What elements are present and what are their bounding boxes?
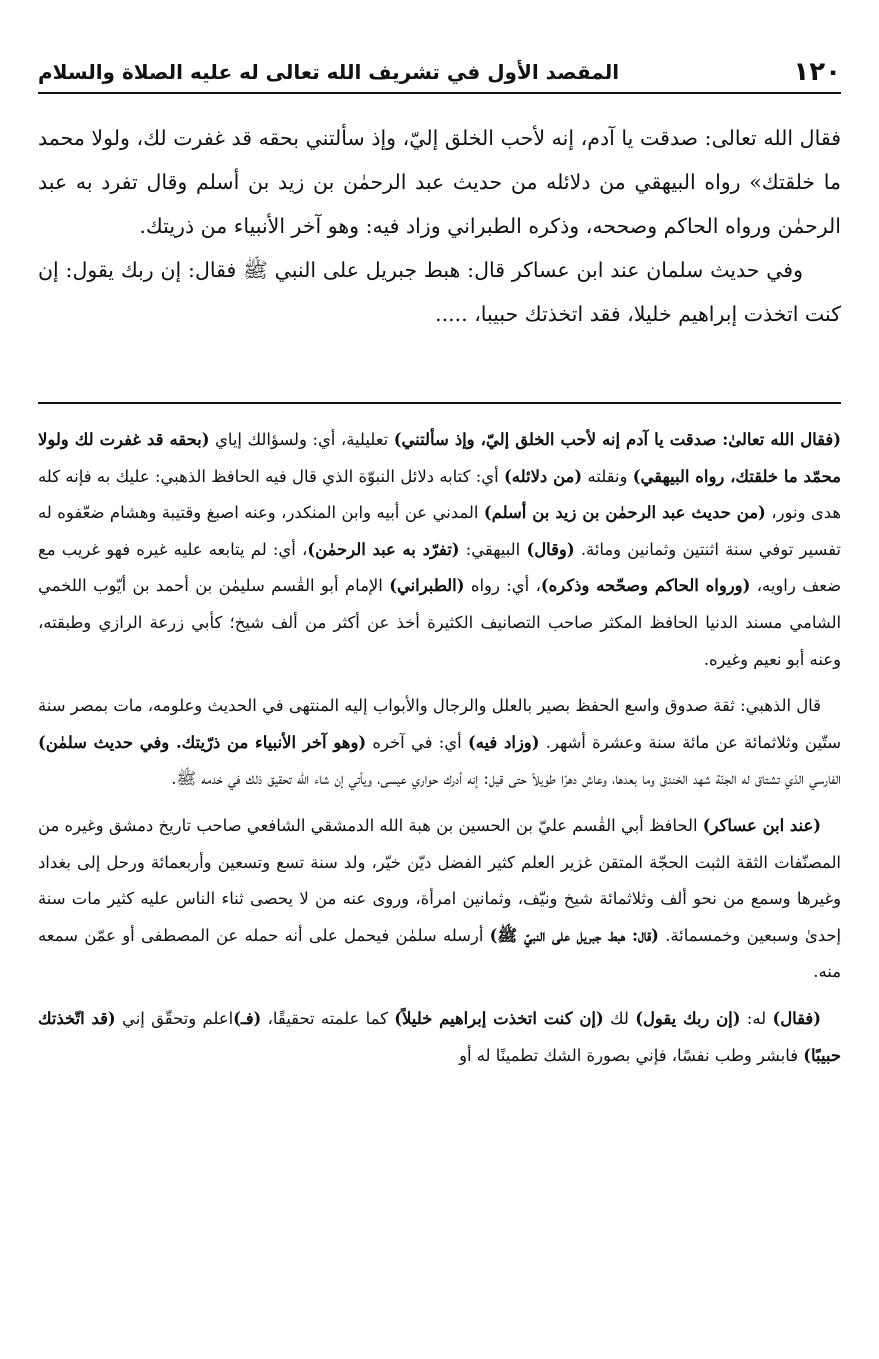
quoted-text: (إن ربك يقول) bbox=[635, 1008, 741, 1028]
commentary-text: تعليلية، أي: ولسؤالك إياي bbox=[209, 430, 394, 449]
commentary-text: البيهقي: bbox=[459, 539, 527, 559]
main-text bbox=[38, 116, 841, 336]
commentary-text: المدني عن أبيه وابن المنكدر، وعنه اصبغ وقتيبة وهشام ضعّفوه له تفسير توفي سنة اثنتين وثمانين ومائة. bbox=[38, 503, 841, 559]
commentary-text: الإمام أبو القٰسم سليمٰن بن أحمد بن أيّوب اللخمي الشامي مسند الدنيا الحافظ المكثر صاحب التصانيف الكثيرة أخذ عن أكثر من ألف شيخ؛ كأبي زرعة الرازي وطبقته، وعنه أبو نعيم وغيره. bbox=[38, 576, 841, 669]
quoted-text: (قال: هبط جبريل على النبيّ ﷺ) bbox=[489, 925, 659, 945]
commentary-paragraph-4 bbox=[38, 1001, 841, 1074]
commentary-text: اعلم وتحقّق إني bbox=[115, 1008, 234, 1028]
page-header bbox=[38, 52, 841, 94]
commentary-text: ونقلته bbox=[582, 466, 633, 486]
commentary-paragraph-3 bbox=[38, 808, 841, 991]
quoted-text: (ورواه الحاكم وصحّحه وذكره) bbox=[540, 576, 751, 596]
commentary-text: لك bbox=[603, 1008, 636, 1028]
quoted-text: (فقال) bbox=[772, 1008, 821, 1028]
commentary-text: ، أي: لم يتابعه عليه غيره فهو غريب مع ضعف راويه، bbox=[38, 539, 841, 596]
quoted-text: (من حديث عبد الرحمٰن بن زيد بن أسلم) bbox=[483, 503, 766, 523]
main-text-paragraph-2: وفي حديث سلمان عند ابن عساكر قال: هبط جبريل على النبي ﷺ فقال: إن ربك يقول: إن كنت اتخذت إبراهيم خليلا، فقد اتخذتك حبيبا، ..... bbox=[38, 258, 841, 326]
quoted-text: (إن كنت اتخذت إبراهيم خليلاً) bbox=[394, 1008, 604, 1028]
commentary-text: كما علمته تحقيقًا، bbox=[261, 1008, 395, 1028]
quoted-text: (بحقه قد غفرت لك ولولا محمّد ما خلقتك، رواه البيهقي) bbox=[38, 430, 841, 486]
quoted-text: (عند ابن عساكر) bbox=[702, 815, 822, 835]
quoted-text: (وقال) bbox=[526, 539, 575, 559]
quoted-text: (فـ) bbox=[233, 1008, 262, 1028]
commentary-text: أي: كتابه دلائل النبوّة الذي قال فيه الحافظ الذهبي: عليك به فإنه كله هدى ونور، bbox=[38, 466, 841, 523]
quoted-text: (وهو آخر الأنبياء من ذرّيتك. وفي حديث سلمٰن) bbox=[38, 732, 367, 752]
quoted-text: (من دلائله) bbox=[504, 466, 583, 486]
commentary-text: أي: في آخره bbox=[366, 732, 468, 752]
main-text-paragraph-1: فقال الله تعالى: صدقت يا آدم، إنه لأحب الخلق إليّ، وإذ سألتني بحقه قد غفرت لك، ولولا محمد ما خلقتك» رواه البيهقي من دلائله من حديث عبد الرحمٰن بن زيد بن أسلم وقال تفرد به عبد الرحمٰن ورواه الحاكم وصححه، وذكره الطبراني وزاد فيه: وهو آخر الأنبياء من ذريتك. bbox=[38, 126, 841, 238]
commentary-paragraph-2 bbox=[38, 688, 841, 798]
quoted-text: (تفرّد به عبد الرحمٰن) bbox=[307, 539, 460, 559]
quoted-text: (فقال الله تعالىٰ: صدقت يا آدم إنه لأحب الخلق إليّ، وإذ سألتني) bbox=[393, 430, 842, 449]
commentary-text: الحافظ أبي القٰسم عليّ بن الحسين بن هبة الله الدمشقي الشافعي صاحب تاريخ دمشق وغيره من المصنّفات الثقة الثبت الحجّة المتقن غزير العلم كثير الفضل ديّن خيّر، ولد سنة تسع وتسعين وأربعمائة ورحل إلى بغداد وغيرها وسمع من نحو ألف وثلاثمائة شيخ ونيّف، وثمانين امرأة، وروى عنه من لا يحصى ثناء الناس عليه كثير مات سنة إحدىٰ وسبعين وخمسمائة. bbox=[38, 815, 841, 945]
commentary-text: فابشر وطب نفسًا، فإني بصورة الشك تطمينًا له أو bbox=[459, 1045, 804, 1065]
commentary-text: الفارسي الذي تشتاق له الجنّة شهد الخندق وما بعدها، وعاش دهرًا طويلاً حتى قيل: إنه أدرك حواري عيسى، ويأتي إن شاء الله تحقيق ذلك في خدمه ﷺ. bbox=[171, 769, 841, 789]
running-title: المقصد الأول في تشريف الله تعالى له عليه الصلاة والسلام bbox=[38, 60, 620, 84]
quoted-text: (قد اتّخذتك حبيبًا) bbox=[38, 1008, 841, 1065]
commentary-text: أرسله سلمٰن فيحمل على أنه حمله عن المصطفى أو عمّن سمعه منه. bbox=[38, 925, 841, 982]
page-number: ١٢٠ bbox=[793, 57, 841, 87]
commentary-paragraph-1 bbox=[38, 422, 841, 678]
commentary bbox=[38, 422, 841, 1084]
footnote-divider bbox=[38, 402, 841, 404]
quoted-text: (الطبراني) bbox=[389, 576, 465, 596]
commentary-text: له: bbox=[740, 1008, 773, 1028]
commentary-text: قال الذهبي: ثقة صدوق واسع الحفظ بصير بالعلل والرجال والأبواب إليه المنتهى في الحديث وعلومه، مات بمصر سنة ستّين وثلاثمائة عن مائة سنة وعشرة أشهر. bbox=[38, 696, 842, 752]
commentary-text: ، أي: رواه bbox=[464, 576, 541, 596]
quoted-text: (وزاد فيه) bbox=[467, 732, 540, 752]
